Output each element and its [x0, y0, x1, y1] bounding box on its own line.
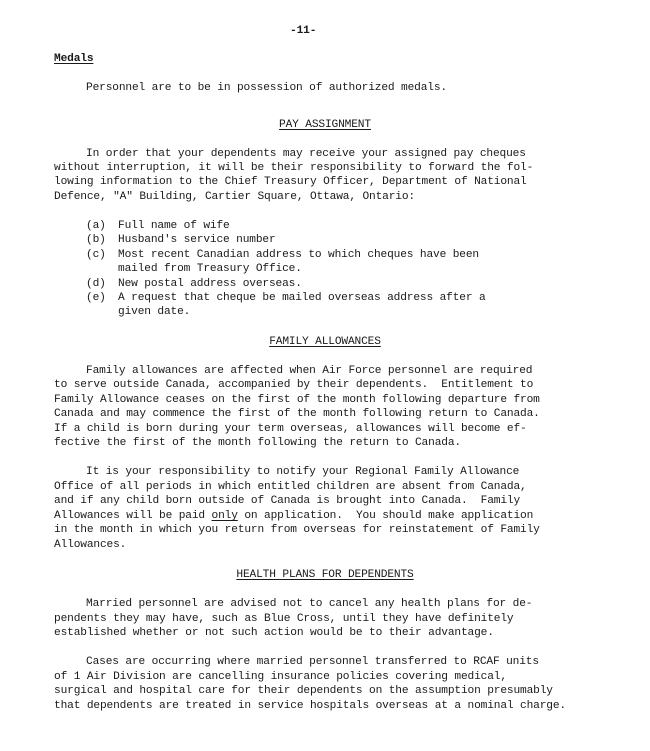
family-para2-line [54, 509, 533, 524]
pay-item-text: Husband's service number [118, 234, 276, 246]
health-para2-line: Cases are occurring where married personnel transferred to RCAF units [86, 656, 539, 668]
family-para2-line: Office of all periods in which entitled children are absent from Canada, [54, 481, 527, 493]
family-para1-line: Family allowances are affected when Air Force personnel are required [86, 365, 533, 377]
family-para2-text: Allowances will be paid [54, 510, 212, 522]
medals-heading: Medals [54, 53, 94, 65]
pay-item-label: (d) [86, 278, 106, 290]
family-para2-line: Allowances. [54, 539, 127, 551]
family-para2-line: It is your responsibility to notify your Regional Family Allowance [86, 466, 520, 478]
health-para1-line: Married personnel are advised not to cancel any health plans for de- [86, 598, 533, 610]
family-para2-line: in the month in which you return from overseas for reinstatement of Family [54, 524, 540, 536]
pay-item-text: Full name of wife [118, 220, 230, 232]
pay-item-label: (c) [86, 249, 106, 261]
pay-intro-line: lowing information to the Chief Treasury Officer, Department of National [54, 176, 527, 188]
family-para1-line: If a child is born during your term overseas, allowances will become ef- [54, 423, 527, 435]
emphasis-only: only [211, 510, 238, 522]
family-para2-line: and if any child born outside of Canada is brought into Canada. Family [54, 495, 521, 507]
health-para1-line: pendents they may have, such as Blue Cross, until they have definitely [54, 613, 514, 625]
family-para1-line: fective the first of the month following the return to Canada. [54, 437, 461, 449]
family-para1-line: Canada and may commence the first of the month following return to Canada. [54, 408, 540, 420]
pay-item-text: mailed from Treasury Office. [118, 263, 302, 275]
pay-item-label: (e) [86, 292, 106, 304]
health-plans-heading: HEALTH PLANS FOR DEPENDENTS [236, 569, 414, 581]
pay-intro-line: without interruption, it will be their responsibility to forward the fol- [54, 162, 534, 174]
pay-item-text: A request that cheque be mailed overseas address after a [118, 292, 486, 304]
health-para1-line: established whether or not such action would be to their advantage. [54, 627, 494, 639]
medals-text: Personnel are to be in possession of authorized medals. [86, 82, 447, 94]
pay-intro-line: Defence, "A" Building, Cartier Square, Ottawa, Ontario: [54, 191, 415, 203]
family-allowances-heading: FAMILY ALLOWANCES [269, 336, 381, 348]
health-para2-line: that dependents are treated in service hospitals overseas at a nominal charge. [54, 700, 566, 712]
health-para2-line: surgical and hospital care for their dependents on the assumption presumably [54, 685, 553, 697]
pay-item-text: New postal address overseas. [118, 278, 302, 290]
page-number: -11- [290, 25, 317, 37]
family-para1-line: Family Allowance ceases on the first of the month following departure from [54, 394, 540, 406]
health-para2-line: of 1 Air Division are cancelling insurance policies covering medical, [54, 671, 507, 683]
pay-intro-line: In order that your dependents may receive your assigned pay cheques [86, 148, 526, 160]
family-para2-text: on application. You should make application [237, 510, 534, 522]
pay-item-text: Most recent Canadian address to which cheques have been [118, 249, 479, 261]
pay-item-label: (b) [86, 234, 106, 246]
pay-assignment-heading: PAY ASSIGNMENT [279, 119, 371, 131]
pay-item-text: given date. [118, 306, 191, 318]
family-para1-line: to serve outside Canada, accompanied by their dependents. Entitlement to [54, 379, 534, 391]
pay-item-label: (a) [86, 220, 106, 232]
